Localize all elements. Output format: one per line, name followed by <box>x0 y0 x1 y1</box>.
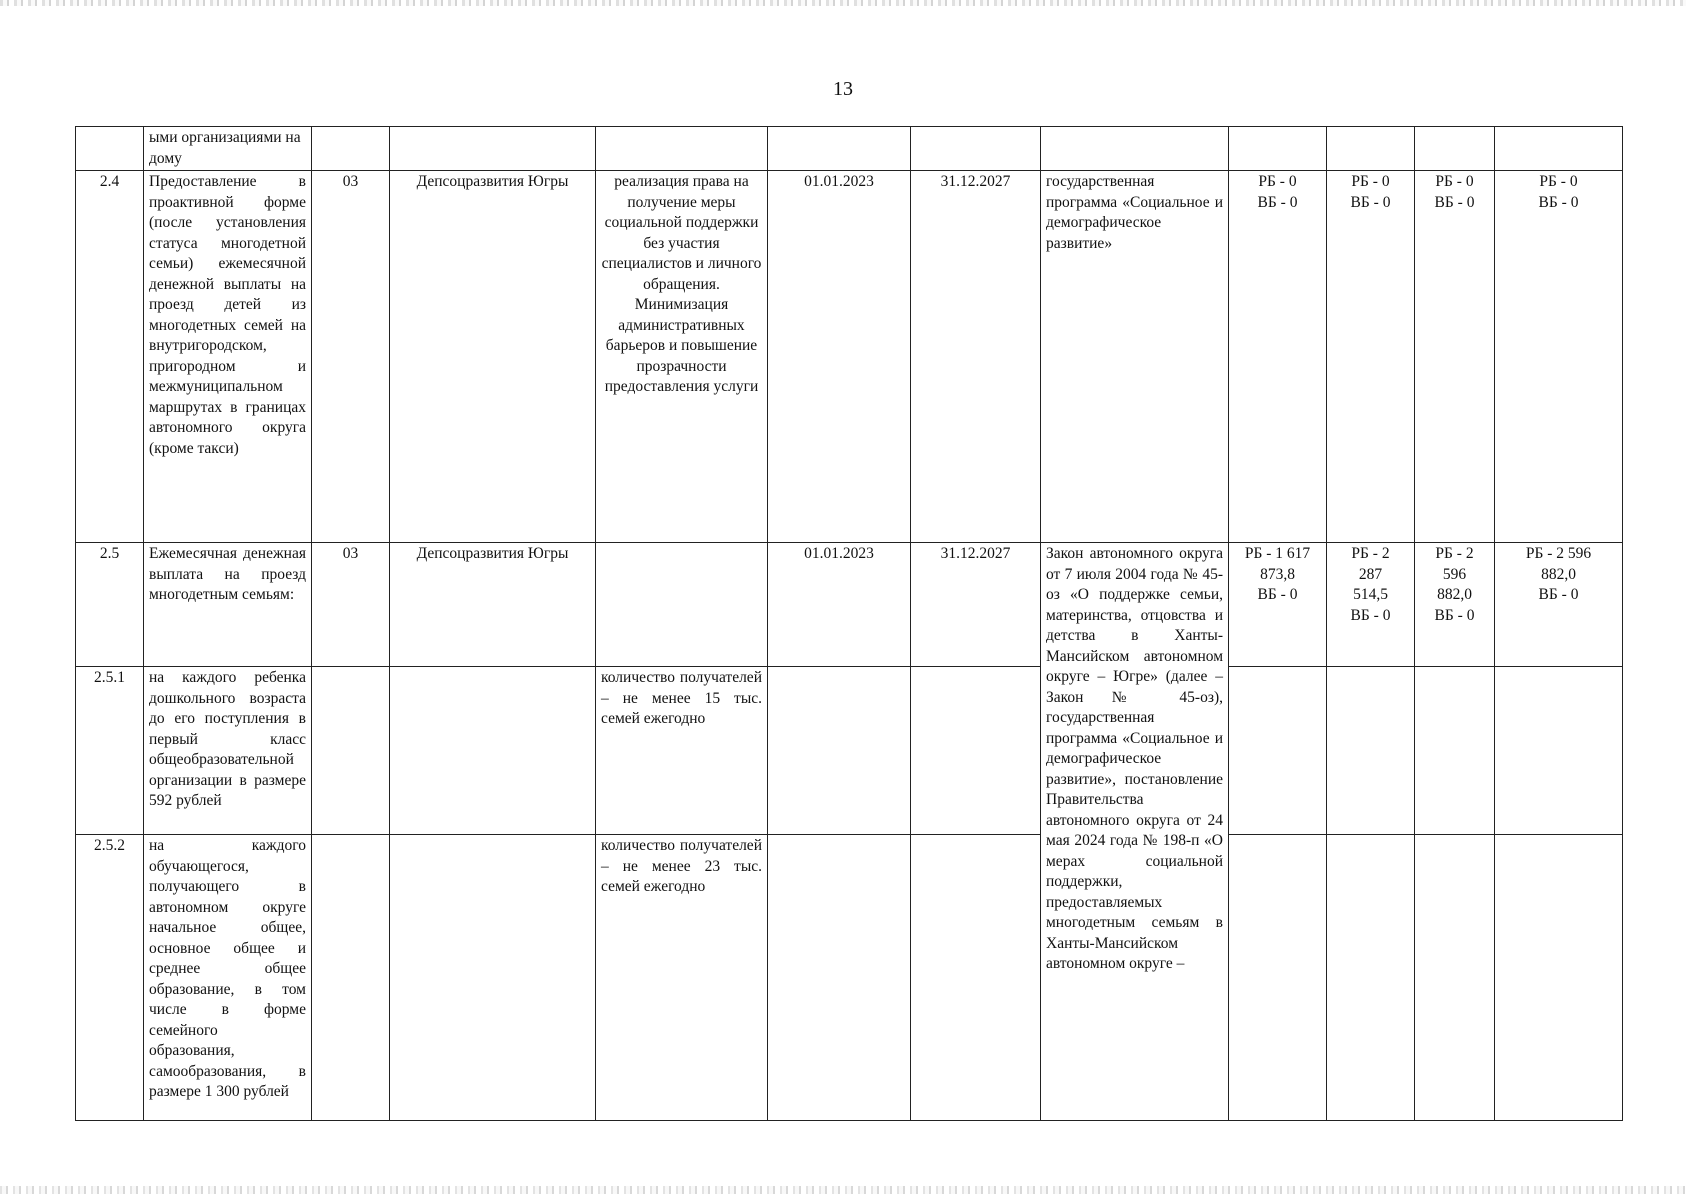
cell-executor: Депсоцразвития Югры <box>390 543 596 667</box>
cell-start-date: 01.01.2023 <box>768 171 911 543</box>
scan-edge-bottom <box>0 1186 1686 1194</box>
cell-start-date: 01.01.2023 <box>768 543 911 667</box>
cell-result: количество получателей – не менее 15 тыс. семей ежегодно <box>596 667 768 835</box>
table-row-continuation <box>76 127 1623 171</box>
table-row-2-5-2 <box>76 835 1623 1121</box>
cell-funding-2: РБ - 2 287 514,5 ВБ - 0 <box>1327 543 1415 667</box>
table-row-2-5 <box>76 543 1623 667</box>
cell-basis: Закон автономного округа от 7 июля 2004 года № 45-оз «О поддержке семьи, материнства, отцовства и детства в Ханты-Мансийском автономном округе – Югре» (далее – Закон № 45-оз), государственная программа «Социальное и демографическое развитие», постановление Правительства автономного округа от 24 мая 2024 года № 198-п «О мерах социальной поддержки, предоставляемых многодетным семьям в Ханты-Мансийском автономном округе – <box>1041 543 1229 1121</box>
cell-funding-3: РБ - 2 596 882,0 ВБ - 0 <box>1415 543 1495 667</box>
cell-executor: Депсоцразвития Югры <box>390 171 596 543</box>
cell-funding-3: РБ - 0 ВБ - 0 <box>1415 171 1495 543</box>
cell-measure-name: на каждого обучающегося, получающего в автономном округе начальное общее, основное общее и среднее общее образование, в том числе в форме семейного образования, самообразования, в размере 1 300 рублей <box>144 835 312 1121</box>
cell-result: реализация права на получение меры социальной поддержки без участия специалистов и личного обращения. Минимизация административных барьеров и повышение прозрачности предоставления услуги <box>596 171 768 543</box>
cell-end-date: 31.12.2027 <box>911 171 1041 543</box>
cell-measure-name: ыми организациями на дому <box>144 127 312 171</box>
cell-num: 2.5.1 <box>76 667 144 835</box>
cell-code: 03 <box>312 171 390 543</box>
table-row-2-5-1 <box>76 667 1623 835</box>
cell-measure-name: Ежемесячная денежная выплата на проезд многодетным семьям: <box>144 543 312 667</box>
cell-result <box>596 543 768 667</box>
cell-num: 2.5.2 <box>76 835 144 1121</box>
cell-end-date: 31.12.2027 <box>911 543 1041 667</box>
table-row-2-4 <box>76 171 1623 543</box>
cell-result: количество получателей – не менее 23 тыс. семей ежегодно <box>596 835 768 1121</box>
cell-num: 2.4 <box>76 171 144 543</box>
cell-code: 03 <box>312 543 390 667</box>
scan-edge-top <box>0 0 1686 6</box>
cell-funding-1: РБ - 1 617 873,8 ВБ - 0 <box>1229 543 1327 667</box>
page-number: 13 <box>833 78 853 100</box>
cell-basis: государственная программа «Социальное и демографическое развитие» <box>1041 171 1229 543</box>
cell-funding-1: РБ - 0 ВБ - 0 <box>1229 171 1327 543</box>
cell-measure-name: Предоставление в проактивной форме (после установления статуса многодетной семьи) ежемесячной денежной выплаты на проезд детей из многодетных семей на внутригородском, пригородном и межмуниципальном маршрутах в границах автономного округа (кроме такси) <box>144 171 312 543</box>
cell-num <box>76 127 144 171</box>
cell-measure-name: на каждого ребенка дошкольного возраста до его поступления в первый класс общеобразовательной организации в размере 592 рублей <box>144 667 312 835</box>
cell-funding-4: РБ - 0 ВБ - 0 <box>1495 171 1623 543</box>
measures-table <box>75 126 1623 1121</box>
cell-funding-4: РБ - 2 596 882,0 ВБ - 0 <box>1495 543 1623 667</box>
cell-funding-2: РБ - 0 ВБ - 0 <box>1327 171 1415 543</box>
cell-num: 2.5 <box>76 543 144 667</box>
